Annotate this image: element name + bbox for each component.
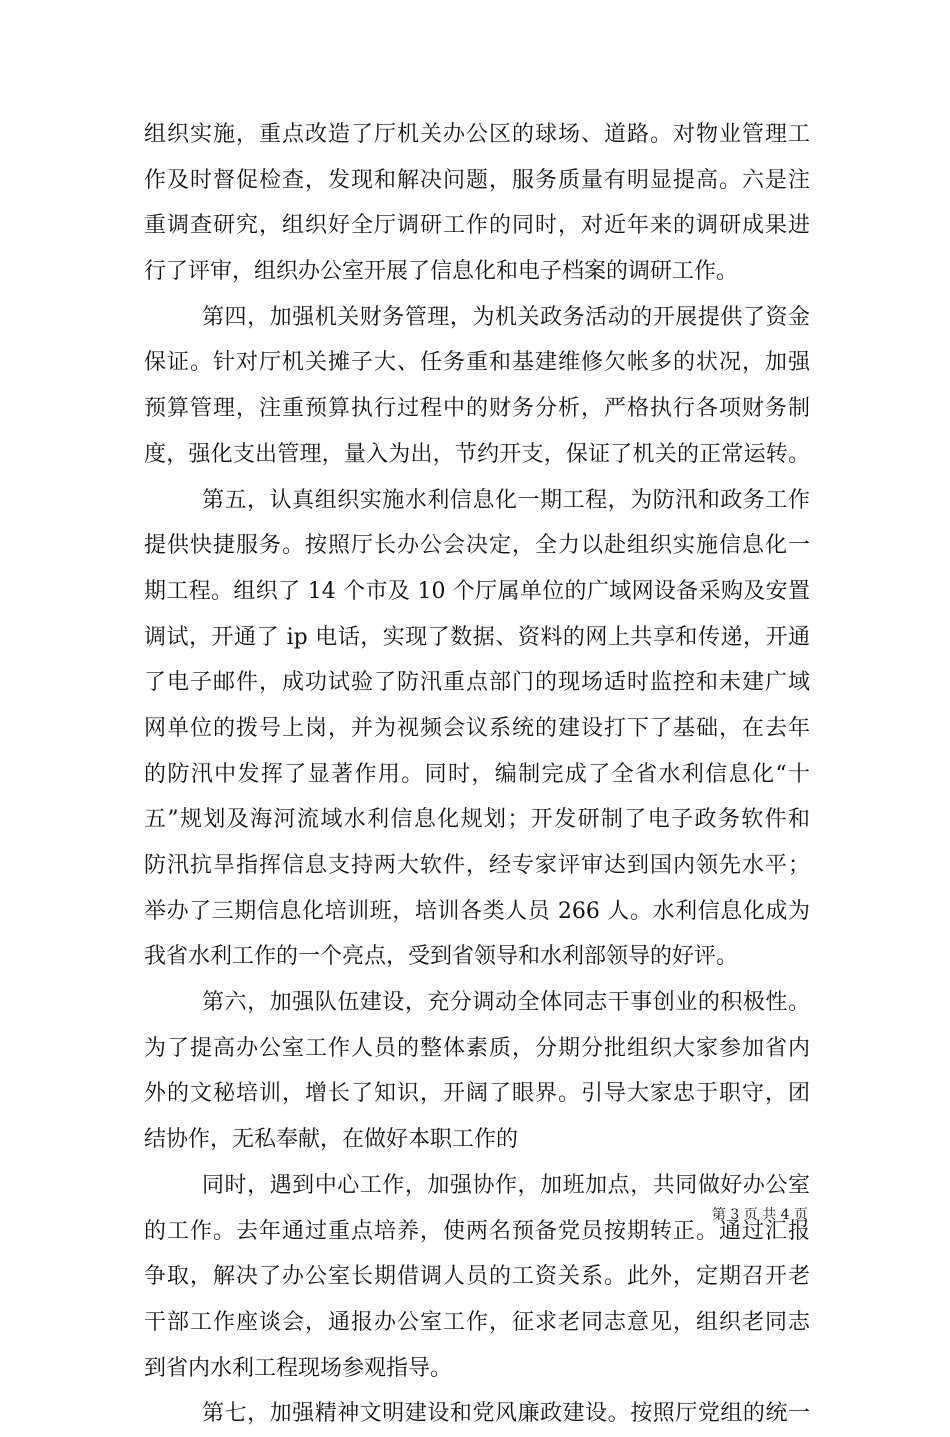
paragraph-first-line: 第五，认真组织实施水利信息化一期工程，为防汛和政务工作: [202, 487, 810, 513]
text-line: 行了评审，组织办公室开展了信息化和电子档案的调研工作。: [144, 259, 739, 285]
paragraph-first-line: 第七，加强精神文明建设和党风廉政建设。按照厅党组的统一: [202, 1401, 810, 1427]
text-line: 举办了三期信息化培训班，培训各类人员 266 人。水利信息化成为: [144, 898, 810, 924]
paragraph-first-line: 第六，加强队伍建设，充分调动全体同志干事创业的积极性。: [202, 990, 810, 1016]
text-line: 重调查研究，组织好全厅调研工作的同时，对近年来的调研成果进: [144, 213, 810, 239]
text-line: 度，强化支出管理，量入为出，节约开支，保证了机关的正常运转。: [144, 441, 810, 467]
text-line: 网单位的拨号上岗，并为视频会议系统的建设打下了基础，在去年: [144, 715, 810, 741]
text-line: 预算管理，注重预算执行过程中的财务分析，严格执行各项财务制: [144, 396, 810, 422]
text-line: 提供快捷服务。按照厅长办公会决定，全力以赴组织实施信息化一: [144, 533, 810, 559]
text-line: 我省水利工作的一个亮点，受到省领导和水利部领导的好评。: [144, 944, 739, 970]
text-line: 组织实施，重点改造了厅机关办公区的球场、道路。对物业管理工: [144, 122, 810, 147]
page-number-footer: 第 3 页 共 4 页: [711, 1207, 808, 1223]
text-line: 干部工作座谈会，通报办公室工作，征求老同志意见，组织老同志: [144, 1309, 810, 1335]
text-line: 的工作。去年通过重点培养，使两名预备党员按期转正。通过汇报: [144, 1218, 810, 1244]
text-line: 的防汛中发挥了显著作用。同时，编制完成了全省水利信息化“十: [144, 761, 810, 787]
text-line: 保证。针对厅机关摊子大、任务重和基建维修欠帐多的状况，加强: [144, 350, 810, 376]
text-line: 外的文秘培训，增长了知识，开阔了眼界。引导大家忠于职守，团: [144, 1081, 810, 1107]
text-line: 到省内水利工程现场参观指导。: [144, 1355, 453, 1381]
text-line: 结协作，无私奉献，在做好本职工作的: [144, 1127, 519, 1153]
paragraph-first-line: 同时，遇到中心工作，加强协作，加班加点，共同做好办公室: [202, 1172, 810, 1198]
text-line: 为了提高办公室工作人员的整体素质，分期分批组织大家参加省内: [144, 1035, 810, 1061]
text-line: 期工程。组织了 14 个市及 10 个厅属单位的广域网设备采购及安置: [144, 578, 810, 604]
text-line: 调试，开通了 ip 电话，实现了数据、资料的网上共享和传递，开通: [144, 624, 810, 650]
text-line: 五”规划及海河流域水利信息化规划；开发研制了电子政务软件和: [144, 807, 810, 833]
text-line: 防汛抗旱指挥信息支持两大软件，经专家评审达到国内领先水平；: [144, 853, 810, 878]
text-line: 了电子邮件，成功试验了防汛重点部门的现场适时监控和未建广域: [144, 670, 810, 696]
text-line: 作及时督促检查，发现和解决问题，服务质量有明显提高。六是注: [144, 167, 810, 193]
paragraph-first-line: 第四，加强机关财务管理，为机关政务活动的开展提供了资金: [202, 304, 810, 330]
document-body: [144, 112, 810, 1437]
text-line: 争取，解决了办公室长期借调人员的工资关系。此外，定期召开老: [144, 1264, 810, 1290]
